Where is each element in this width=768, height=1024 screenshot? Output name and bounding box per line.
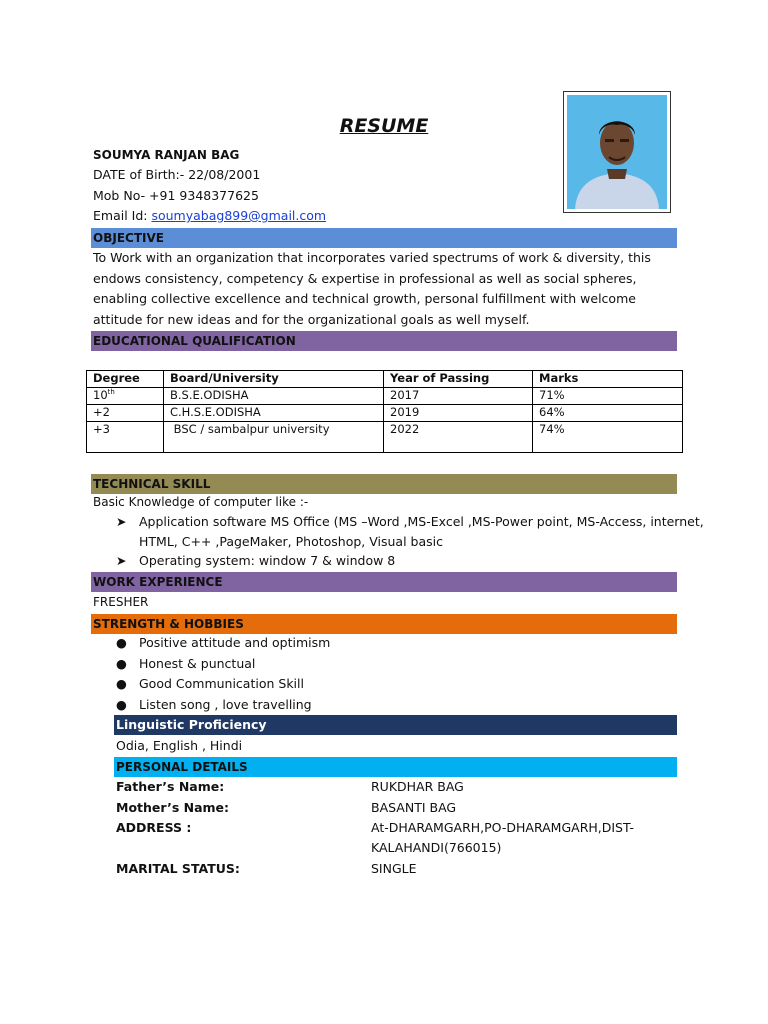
- linguistic-header: Linguistic Proficiency: [114, 715, 677, 735]
- technical-header: TECHNICAL SKILL: [91, 474, 677, 494]
- email-label: Email Id:: [93, 208, 152, 223]
- arrow-bullet-icon: ➤: [116, 514, 127, 529]
- cell-board: B.S.E.ODISHA: [164, 388, 384, 405]
- header-degree: Degree: [87, 371, 164, 388]
- languages-value: Odia, English , Hindi: [116, 738, 243, 753]
- dot-bullet-icon: ●: [116, 697, 127, 712]
- cell-marks: 64%: [533, 405, 683, 422]
- address-line-1: At-DHARAMGARH,PO-DHARAMGARH,DIST-: [371, 820, 634, 835]
- resume-title: RESUME: [339, 115, 429, 137]
- mobile-number: Mob No- +91 9348377625: [93, 188, 259, 203]
- profile-photo: [563, 91, 671, 213]
- list-item: ➤ Operating system: window 7 & window 8: [116, 551, 686, 571]
- dot-bullet-icon: ●: [116, 635, 127, 650]
- header-marks: Marks: [533, 371, 683, 388]
- education-table: [86, 370, 683, 453]
- table-row: [87, 388, 683, 405]
- address-label: ADDRESS :: [116, 820, 192, 835]
- work-header: WORK EXPERIENCE: [91, 572, 677, 592]
- dot-bullet-icon: ●: [116, 676, 127, 691]
- cell-board: C.H.S.E.ODISHA: [164, 405, 384, 422]
- objective-text: [93, 248, 683, 330]
- mother-label: Mother’s Name:: [116, 800, 230, 815]
- work-value: FRESHER: [93, 595, 149, 609]
- objective-line: To Work with an organization that incorporates varied spectrums of work & diversity, this: [93, 250, 651, 265]
- cell-board: BSC / sambalpur university: [164, 422, 384, 453]
- objective-line: attitude for new ideas and for the organizational goals as well myself.: [93, 311, 530, 327]
- list-item: ● Good Communication Skill: [116, 674, 304, 694]
- arrow-bullet-icon: ➤: [116, 553, 127, 568]
- list-item: ● Listen song , love travelling: [116, 695, 312, 715]
- cell-year: 2019: [384, 405, 533, 422]
- email-link[interactable]: soumyabag899@gmail.com: [151, 208, 327, 223]
- email-row: [93, 206, 326, 226]
- marital-label: MARITAL STATUS:: [116, 861, 240, 876]
- father-value: RUKDHAR BAG: [371, 779, 464, 794]
- mother-value: BASANTI BAG: [371, 800, 457, 815]
- candidate-name: SOUMYA RANJAN BAG: [93, 148, 240, 162]
- father-label: Father’s Name:: [116, 779, 225, 794]
- person-portrait-icon: [567, 95, 667, 209]
- table-row: [87, 422, 683, 453]
- objective-line: endows consistency, competency & expertise in professional as well as social spheres,: [93, 270, 637, 286]
- address-line-2: KALAHANDI(766015): [371, 840, 502, 855]
- dot-bullet-icon: ●: [116, 656, 127, 671]
- header-year: Year of Passing: [384, 371, 533, 388]
- cell-year: 2022: [384, 422, 533, 453]
- header-board: Board/University: [164, 371, 384, 388]
- cell-degree: +2: [87, 405, 164, 422]
- strength-header: STRENGTH & HOBBIES: [91, 614, 677, 634]
- objective-line: enabling collective excellence and technical growth, personal fulfillment with welcome: [93, 291, 636, 306]
- cell-year: 2017: [384, 388, 533, 405]
- cell-degree: 10th: [87, 388, 164, 405]
- cell-marks: 71%: [533, 388, 683, 405]
- list-item: ● Honest & punctual: [116, 654, 255, 674]
- personal-header: PERSONAL DETAILS: [114, 757, 677, 777]
- table-row: [87, 405, 683, 422]
- list-item: ➤ Application software MS Office (MS –Word ,MS-Excel ,MS-Power point, MS-Access, internet, HTML, C++ ,PageMaker, Photoshop, Visual basic: [116, 514, 704, 549]
- list-item: ● Positive attitude and optimism: [116, 633, 330, 653]
- table-header-row: [87, 371, 683, 388]
- date-of-birth: DATE of Birth:- 22/08/2001: [93, 167, 261, 182]
- cell-degree: +3: [87, 422, 164, 453]
- marital-value: SINGLE: [371, 861, 417, 876]
- education-header: EDUCATIONAL QUALIFICATION: [91, 331, 677, 351]
- technical-intro: Basic Knowledge of computer like :-: [93, 495, 309, 509]
- objective-header: OBJECTIVE: [91, 228, 677, 248]
- cell-marks: 74%: [533, 422, 683, 453]
